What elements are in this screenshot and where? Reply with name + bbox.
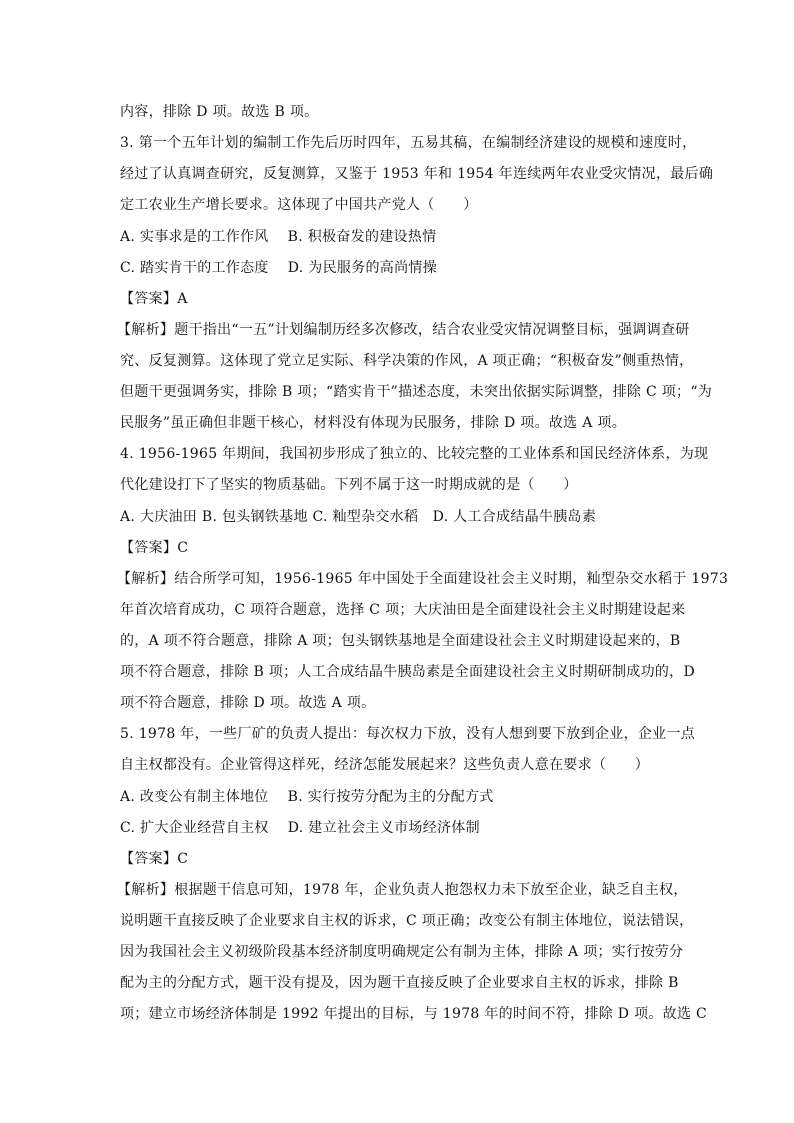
answer-line: 【答案】A — [120, 291, 188, 307]
text-line: 项；建立市场经济体制是 1992 年提出的目标，与 1978 年的时间不符，排除 D 项。故选 C — [120, 1006, 708, 1022]
analysis-line: 【解析】题干指出“一五”计划编制历经多次修改，结合农业受灾情况调整目标，强调调查研 — [117, 322, 690, 338]
text-line: 说明题干直接反映了企业要求自主权的诉求，C 项正确；改变公有制主体地位，说法错误， — [120, 913, 694, 929]
text-line: 但题干更强调务实，排除 B 项；“踏实肯干”描述态度，未突出依据实际调整，排除 C 项；“为 — [120, 384, 713, 400]
option-line: A. 大庆油田 B. 包头钢铁基地 C. 籼型杂交水稻 D. 人工合成结晶牛胰岛素 — [120, 509, 597, 525]
option-line: A. 改变公有制主体地位 B. 实行按劳分配为主的分配方式 — [120, 789, 494, 805]
question-3-line: 3. 第一个五年计划的编制工作先后历时四年，五易其稿，在编制经济建设的规模和速度时， — [120, 135, 697, 151]
answer-line: 【答案】C — [120, 851, 189, 867]
text-line: 究、反复测算。这体现了党立足实际、科学决策的作风，A 项正确；“积极奋发”侧重热情， — [120, 353, 694, 369]
analysis-line: 【解析】根据题干信息可知，1978 年，企业负责人抱怨权力未下放至企业，缺乏自主权， — [117, 882, 688, 898]
question-5-line: 5. 1978 年，一些厂矿的负责人提出：每次权力下放，没有人想到要下放到企业，企业一点 — [120, 726, 696, 742]
text-line: 的，A 项不符合题意，排除 A 项；包头钢铁基地是全面建设社会主义时期建设起来的，B — [120, 633, 681, 649]
text-line: 内容，排除 D 项。故选 B 项。 — [120, 104, 319, 120]
text-line: 配为主的分配方式，题干没有提及，因为题干直接反映了企业要求自主权的诉求，排除 B — [120, 975, 679, 991]
text-line: 项不符合题意，排除 D 项。故选 A 项。 — [120, 695, 376, 711]
text-line: 代化建设打下了坚实的物质基础。下列不属于这一时期成就的是（ ） — [120, 477, 578, 493]
text-line: 因为我国社会主义初级阶段基本经济制度明确规定公有制为主体，排除 A 项；实行按劳分 — [120, 944, 684, 960]
text-line: 定工农业生产增长要求。这体现了中国共产党人（ ） — [120, 197, 478, 213]
option-line: C. 踏实肯干的工作态度 D. 为民服务的高尚情操 — [120, 260, 437, 276]
text-line: 民服务”虽正确但非题干核心，材料没有体现为民服务，排除 D 项。故选 A 项。 — [120, 415, 626, 431]
answer-line: 【答案】C — [120, 540, 189, 556]
option-line: C. 扩大企业经营自主权 D. 建立社会主义市场经济体制 — [120, 820, 480, 836]
text-line: 自主权都没有。企业管得这样死，经济怎能发展起来？这些负责人意在要求（ ） — [120, 757, 650, 773]
question-4-line: 4. 1956-1965 年期间，我国初步形成了独立的、比较完整的工业体系和国民经济体系，为现 — [120, 446, 709, 462]
analysis-line: 【解析】结合所学可知，1956-1965 年中国处于全面建设社会主义时期，籼型杂交水稻于 1973 — [117, 571, 729, 587]
text-line: 经过了认真调查研究，反复测算，又鉴于 1953 年和 1954 年连续两年农业受灾情况，最后确 — [120, 166, 714, 182]
text-line: 年首次培育成功，C 项符合题意，选择 C 项；大庆油田是全面建设社会主义时期建设起来 — [120, 602, 686, 618]
option-line: A. 实事求是的工作作风 B. 积极奋发的建设热情 — [120, 229, 437, 245]
text-line: 项不符合题意，排除 B 项；人工合成结晶牛胰岛素是全面建设社会主义时期研制成功的，D — [120, 664, 696, 680]
